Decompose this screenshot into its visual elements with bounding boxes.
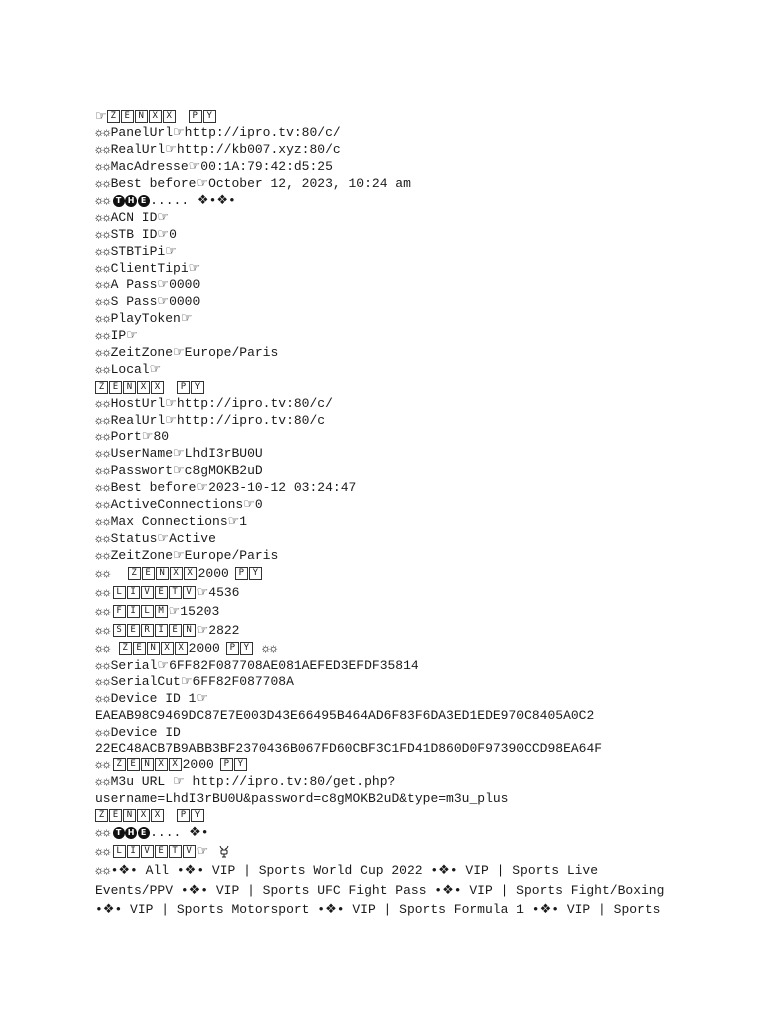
local-line: ☼☼Local☞ [95,361,162,377]
boxed-letter: P [220,758,233,771]
boxed-letter: Z [113,758,126,771]
boxed-letter: V [141,845,154,858]
boxed-letter: E [121,110,134,123]
boxed-label-zenxx [95,381,165,394]
boxed-letter: E [133,642,146,655]
category-list-line: •❖• VIP | Sports Motorsport •❖• VIP | Sports Formula 1 •❖• VIP | Sports [95,902,661,918]
category-list-line: Events/PPV •❖• VIP | Sports UFC Fight Pass •❖• VIP | Sports Fight/Boxing [95,882,665,898]
real-url-line: ☼☼RealUrl☞http://ipro.tv:80/c [95,412,326,428]
boxed-label-zenxx [128,567,198,580]
boxed-letter: X [184,567,197,580]
film-count: ☞15203 [168,604,220,620]
livetv-count-line [95,583,755,602]
circled-letter: T [113,827,125,839]
boxed-letter: Z [107,110,120,123]
boxed-letter: X [155,758,168,771]
sun-glyphs: ☼☼ [95,843,111,859]
device-id-2-value: 22EC48ACB7B9ABB3BF2370436B067FD60CBF3C1FD41D860D0F97390CCD98EA64F [95,741,603,757]
m3u-url-continuation: username=LhdI3rBU0U&password=c8gMOKB2uD&type=m3u_plus [95,791,509,807]
sun-glyphs: ☼☼ [95,757,111,773]
max-connections-line: ☼☼Max Connections☞1 [95,513,248,529]
play-token-line: ☼☼PlayToken☞ [95,311,193,327]
boxed-label-zenxx [113,758,183,771]
header-zenxx-py [95,379,755,396]
boxed-letter: E [169,624,182,637]
boxed-letter: X [161,642,174,655]
boxed-letter: N [123,381,136,394]
livetv-count: ☞4536 [196,585,240,601]
device-id-2-label: ☼☼Device ID [95,724,181,740]
boxed-letter: V [141,586,154,599]
boxed-label-zenxx [95,809,165,822]
boxed-letter: L [113,845,126,858]
device-id-1-value: EAEAB98C9469DC87E7E003D43E66495B464AD6F83F6DA3ED1EDE970C8405A0C2 [95,708,595,724]
boxed-letter: L [113,586,126,599]
boxed-letter: E [155,586,168,599]
dots-ornament: .... ❖• [150,824,209,840]
boxed-label-serien [113,624,197,637]
boxed-letter: Y [240,642,253,655]
boxed-letter: I [127,845,140,858]
boxed-letter: V [183,586,196,599]
stb-type-line: ☼☼STBTiPi☞ [95,243,177,259]
boxed-letter: X [175,642,188,655]
boxed-label-py [189,110,217,123]
boxed-letter: N [141,758,154,771]
sun-glyphs: ☼☼ [95,641,111,657]
circled-label-the [113,827,151,839]
boxed-letter: E [127,624,140,637]
boxed-letter: S [113,624,126,637]
boxed-letter: E [127,758,140,771]
ip-line: ☼☼IP☞ [95,328,138,344]
series-count: ☞2822 [196,623,240,639]
boxed-letter: Z [95,381,108,394]
header-zenxx-2000-py [95,756,755,773]
text-2000: 2000 [197,565,229,581]
boxed-letter: I [127,586,140,599]
status-line: ☼☼Status☞Active [95,530,216,546]
livetv-heading-line [95,842,755,861]
sun-glyphs: ☼☼ [95,565,111,581]
sun-glyphs: ☼☼ [95,192,111,208]
boxed-letter: X [137,809,150,822]
boxed-letter: N [135,110,148,123]
boxed-letter: N [156,567,169,580]
boxed-letter: X [151,809,164,822]
device-id-1-label: ☼☼Device ID 1☞ [95,691,209,707]
mac-address-line: ☼☼MacAdresse☞00:1A:79:42:d5:25 [95,159,333,175]
boxed-label-zenxx [119,642,189,655]
dots-ornament: ..... ❖•❖• [150,192,236,208]
boxed-letter: N [123,809,136,822]
pointer-glyph: ☞ [196,843,209,859]
circled-letter: H [125,827,137,839]
boxed-letter: P [235,567,248,580]
sun-glyphs: ☼☼ [95,623,111,639]
boxed-letter: X [163,110,176,123]
boxed-letter: N [183,624,196,637]
boxed-letter: E [155,845,168,858]
boxed-letter: Y [191,809,204,822]
circled-label-the [113,195,151,207]
boxed-letter: P [177,809,190,822]
boxed-letter: T [169,586,182,599]
best-before-line: ☼☼Best before☞October 12, 2023, 10:24 am [95,176,411,192]
boxed-letter: P [189,110,202,123]
boxed-letter: L [141,605,154,618]
category-list-line: ☼☼•❖• All •❖• VIP | Sports World Cup 2022 •❖• VIP | Sports Live [95,862,599,878]
circled-letter: H [125,195,137,207]
boxed-label-zenxx [107,110,177,123]
timezone-line: ☼☼ZeitZone☞Europe/Paris [95,344,279,360]
sun-glyphs: ☼☼ [95,824,111,840]
boxed-letter: R [141,624,154,637]
boxed-letter: Z [119,642,132,655]
boxed-letter: Y [191,381,204,394]
sun-glyphs: ☼☼ [95,585,111,601]
boxed-label-py [235,567,263,580]
boxed-letter: X [149,110,162,123]
boxed-letter: X [137,381,150,394]
boxed-label-film [113,605,169,618]
host-url-line: ☼☼HostUrl☞http://ipro.tv:80/c/ [95,395,333,411]
best-before-line: ☼☼Best before☞2023-10-12 03:24:47 [95,480,357,496]
header-zenxx-2000-py [95,640,755,658]
boxed-letter: Y [249,567,262,580]
boxed-label-py [220,758,248,771]
client-type-line: ☼☼ClientTipi☞ [95,260,201,276]
pointer-glyph: ☞ [95,108,107,124]
boxed-letter: X [151,381,164,394]
password-line: ☼☼Passwort☞c8gMOKB2uD [95,463,263,479]
boxed-letter: F [113,605,126,618]
boxed-letter: P [177,381,190,394]
acn-id-line: ☼☼ACN ID☞ [95,209,170,225]
boxed-label-py [226,642,254,655]
circled-letter: E [138,195,150,207]
serial-line: ☼☼Serial☞6FF82F087708AE081AEFED3EFDF35814 [95,657,419,673]
boxed-letter: V [183,845,196,858]
the-divider-line [95,824,755,842]
stb-id-line: ☼☼STB ID☞0 [95,226,177,242]
header-zenxx-py [95,807,755,824]
boxed-letter: Z [95,809,108,822]
serial-cut-line: ☼☼SerialCut☞6FF82F087708A [95,674,294,690]
port-line: ☼☼Port☞80 [95,429,170,445]
boxed-label-livetv [113,586,197,599]
boxed-letter: E [109,381,122,394]
header-zenxx-py [95,109,755,126]
emoji-icon [218,845,230,858]
boxed-letter: Z [128,567,141,580]
boxed-letter: X [170,567,183,580]
a-pass-line: ☼☼A Pass☞0000 [95,277,201,293]
film-count-line [95,602,755,621]
boxed-letter: I [155,624,168,637]
boxed-letter: P [226,642,239,655]
boxed-letter: E [109,809,122,822]
boxed-label-py [177,809,205,822]
boxed-letter: Y [234,758,247,771]
series-count-line [95,621,755,640]
boxed-letter: T [169,845,182,858]
boxed-label-livetv [113,845,197,858]
sun-glyphs: ☼☼ [95,604,111,620]
boxed-letter: E [142,567,155,580]
m3u-url-line: ☼☼M3u URL ☞ http://ipro.tv:80/get.php? [95,774,396,790]
the-divider-line [95,193,755,210]
active-connections-line: ☼☼ActiveConnections☞0 [95,496,263,512]
boxed-letter: X [169,758,182,771]
timezone-line: ☼☼ZeitZone☞Europe/Paris [95,547,279,563]
text-2000: 2000 [182,757,214,773]
panel-url-line: ☼☼PanelUrl☞http://ipro.tv:80/c/ [95,125,341,141]
boxed-letter: Y [203,110,216,123]
document-page [95,109,755,920]
boxed-letter: N [147,642,160,655]
text-2000: 2000 [188,641,220,657]
s-pass-line: ☼☼S Pass☞0000 [95,294,201,310]
boxed-letter: M [155,605,168,618]
circled-letter: T [113,195,125,207]
circled-letter: E [138,827,150,839]
real-url-line: ☼☼RealUrl☞http://kb007.xyz:80/c [95,142,341,158]
sun-glyphs: ☼☼ [261,641,278,657]
username-line: ☼☼UserName☞LhdI3rBU0U [95,446,263,462]
header-zenxx-2000-py [95,565,755,584]
boxed-label-py [177,381,205,394]
boxed-letter: I [127,605,140,618]
